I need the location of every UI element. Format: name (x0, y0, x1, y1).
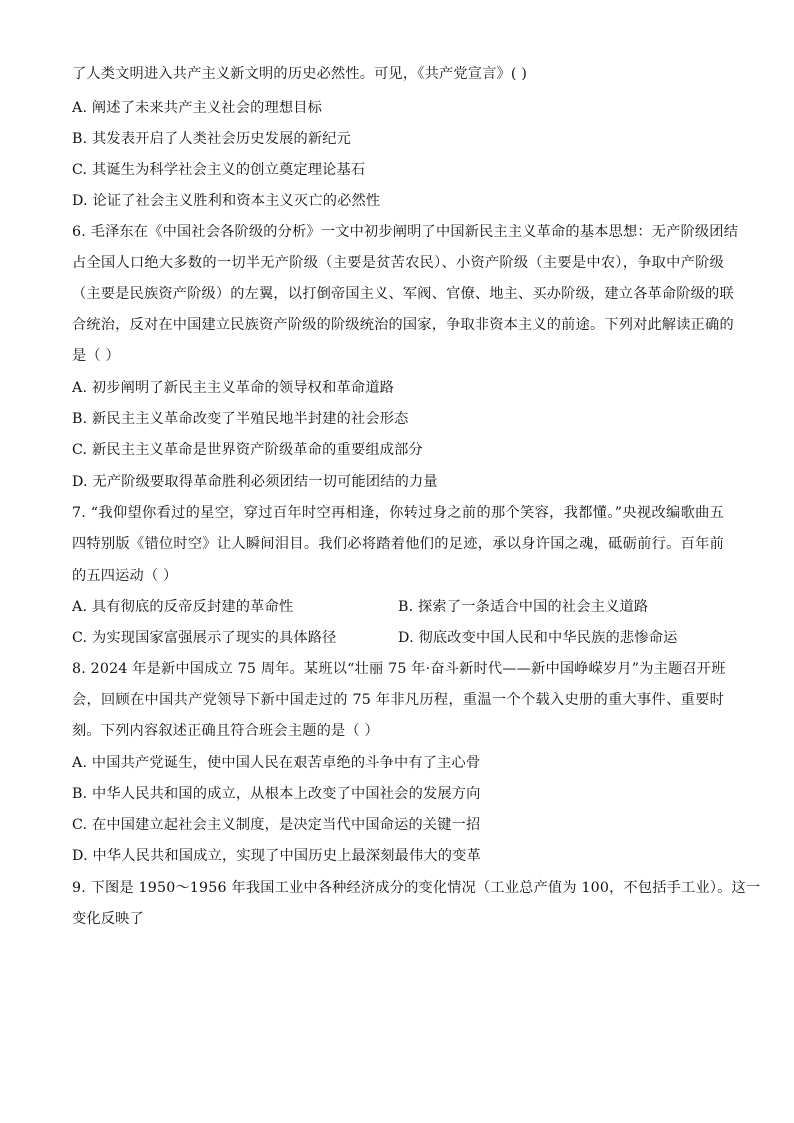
q6-option-d: D. 无产阶级要取得革命胜利必须团结一切可能团结的力量 (72, 474, 438, 490)
q6-stem-line-3: （主要是民族资产阶级）的左翼，以打倒帝国主义、军阀、官僚、地主、买办阶级，建立各革命阶级的联 (72, 286, 734, 302)
q7-option-c: C. 为实现国家富强展示了现实的具体路径 (72, 630, 337, 646)
q7-stem-line-3: 的五四运动（ ） (72, 568, 178, 584)
q6-stem-line-4: 合统治，反对在中国建立民族资产阶级的阶级统治的国家，争取非资本主义的前途。下列对此解读正确的 (72, 317, 734, 333)
q7-option-a: A. 具有彻底的反帝反封建的革命性 (72, 599, 294, 615)
q7-option-b: B. 探索了一条适合中国的社会主义道路 (398, 599, 649, 615)
q8-stem-line-1: 8. 2024 年是新中国成立 75 周年。某班以“壮丽 75 年·奋斗新时代——新中国峥嵘岁月”为主题召开班 (72, 661, 726, 677)
q8-stem-line-2: 会，回顾在中国共产党领导下新中国走过的 75 年非凡历程，重温一个个载入史册的重大事件、重要时 (72, 692, 724, 708)
q9-stem-line-2: 变化反映了 (72, 911, 144, 927)
q5-option-c: C. 其诞生为科学社会主义的创立奠定理论基石 (72, 162, 366, 178)
q5-stem-tail: 了人类文明进入共产主义新文明的历史必然性。可见，《共产党宣言》( ) (72, 66, 528, 82)
q8-option-a: A. 中国共产党诞生，使中国人民在艰苦卓绝的斗争中有了主心骨 (72, 755, 481, 771)
q6-stem-line-1: 6. 毛泽东在《中国社会各阶级的分析》一文中初步阐明了中国新民主主义革命的基本思想：无产阶级团结 (72, 224, 739, 240)
q8-option-b: B. 中华人民共和国的成立，从根本上改变了中国社会的发展方向 (72, 786, 481, 802)
q5-option-d: D. 论证了社会主义胜利和资本主义灭亡的必然性 (72, 193, 381, 209)
q8-stem-line-3: 刻。下列内容叙述正确且符合班会主题的是（ ） (72, 723, 379, 739)
q6-stem-line-5: 是（ ） (72, 348, 120, 364)
q7-stem-line-1: 7. “我仰望你看过的星空，穿过百年时空再相逢，你转过身之前的那个笑容，我都懂。”央视改编歌曲五 (72, 505, 724, 521)
q5-option-b: B. 其发表开启了人类社会历史发展的新纪元 (72, 131, 352, 147)
q6-stem-line-2: 占全国人口绝大多数的一切半无产阶级（主要是贫苦农民）、小资产阶级（主要是中农），争取中产阶级 (72, 255, 724, 271)
q6-option-b: B. 新民主主义革命改变了半殖民地半封建的社会形态 (72, 411, 409, 427)
q6-option-a: A. 初步阐明了新民主主义革命的领导权和革命道路 (72, 380, 395, 396)
q6-option-c: C. 新民主主义革命是世界资产阶级革命的重要组成部分 (72, 442, 423, 458)
q7-option-d: D. 彻底改变中国人民和中华民族的悲惨命运 (398, 630, 678, 646)
q5-option-a: A. 阐述了未来共产主义社会的理想目标 (72, 100, 323, 116)
q8-option-c: C. 在中国建立起社会主义制度，是决定当代中国命运的关键一招 (72, 817, 481, 833)
q8-option-d: D. 中华人民共和国成立，实现了中国历史上最深刻最伟大的变革 (72, 848, 481, 864)
q7-stem-line-2: 四特别版《错位时空》让人瞬间泪目。我们必将踏着他们的足迹，承以身许国之魂，砥砺前行。百年前 (72, 536, 724, 552)
q9-stem-line-1: 9. 下图是 1950～1956 年我国工业中各种经济成分的变化情况（工业总产值为 100，不包括手工业）。这一 (72, 880, 761, 896)
